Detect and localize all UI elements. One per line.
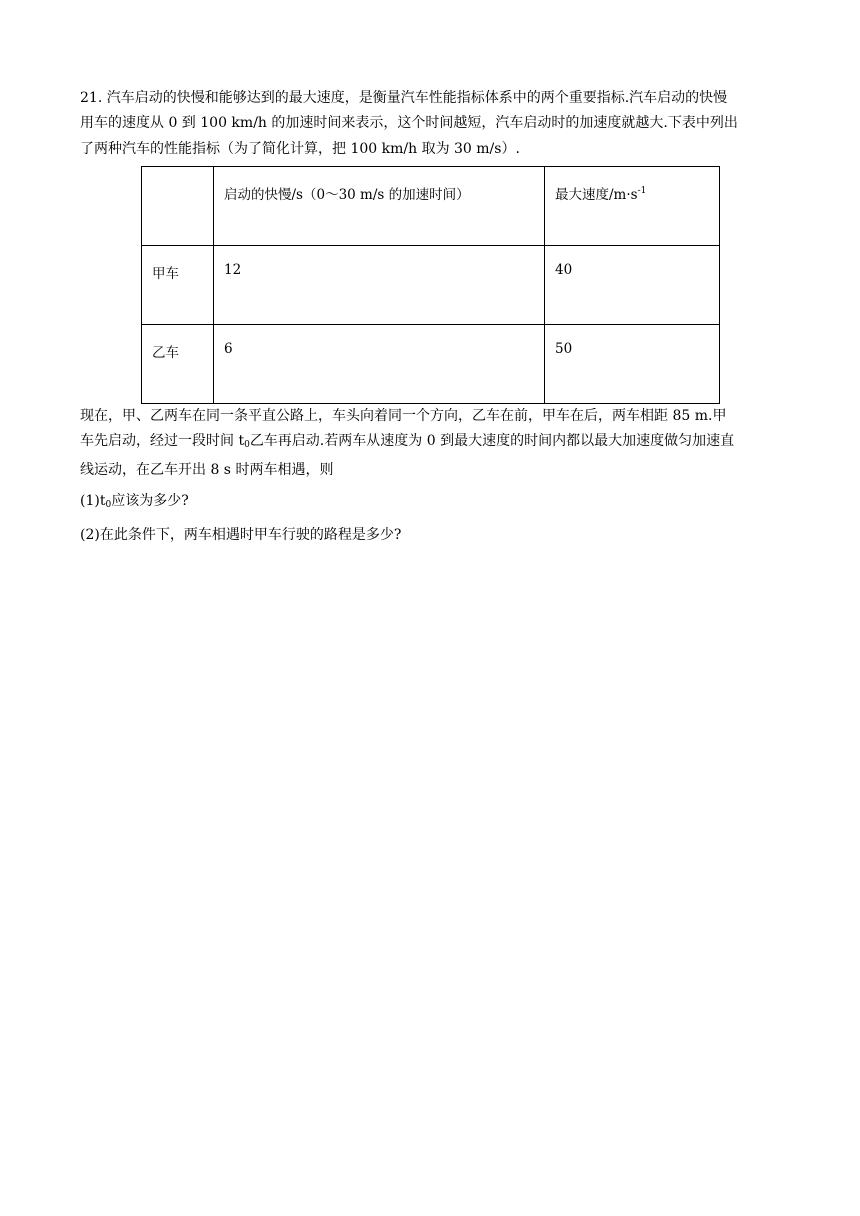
setup-line-2b: 乙车再启动.若两车从速度为 0 到最大速度的时间内都以最大加速度做匀加速直 xyxy=(249,433,735,450)
max-speed-cell: 50 xyxy=(545,324,720,403)
question-1 xyxy=(80,489,780,518)
car-name-cell: 乙车 xyxy=(142,324,214,403)
problem-setup xyxy=(80,404,780,484)
header-cell-accel-time: 启动的快慢/s（0～30 m/s 的加速时间） xyxy=(214,166,545,245)
question-2-text: (2)在此条件下，两车相遇时甲车行驶的路程是多少? xyxy=(80,526,402,543)
t0-subscript: 0 xyxy=(244,440,250,451)
table-header-row xyxy=(142,166,720,245)
problem-intro xyxy=(80,86,780,162)
performance-table xyxy=(141,166,720,404)
header-cell-max-speed xyxy=(545,166,720,245)
accel-time-cell: 6 xyxy=(214,324,545,403)
intro-line-1: 21. 汽车启动的快慢和能够达到的最大速度，是衡量汽车性能指标体系中的两个重要指标.汽车启动的快慢 xyxy=(80,90,728,106)
setup-line-1: 现在，甲、乙两车在同一条平直公路上，车头向着同一个方向，乙车在前，甲车在后，两车相距 85 m.甲 xyxy=(80,407,727,424)
problem-21 xyxy=(80,86,780,548)
table-row xyxy=(142,324,720,403)
intro-line-3: 了两种汽车的性能指标（为了简化计算，把 100 km/h 取为 30 m/s）. xyxy=(80,140,520,157)
accel-time-cell: 12 xyxy=(214,245,545,324)
question-1-prefix: (1)t xyxy=(80,492,106,509)
question-1-text: 应该为多少? xyxy=(111,492,189,509)
max-speed-label: 最大速度/m·s xyxy=(555,186,638,203)
intro-line-2: 用车的速度从 0 到 100 km/h 的加速时间来表示，这个时间越短，汽车启动时的加速度就越大.下表中列出 xyxy=(80,115,738,132)
table-row xyxy=(142,245,720,324)
max-speed-cell: 40 xyxy=(545,245,720,324)
header-cell-empty xyxy=(142,166,214,245)
question-1-subscript: 0 xyxy=(105,499,112,510)
setup-line-2 xyxy=(80,429,780,458)
car-name-cell: 甲车 xyxy=(142,245,214,324)
max-speed-exponent: -1 xyxy=(637,185,647,196)
setup-line-2a: 车先启动，经过一段时间 t xyxy=(80,433,245,450)
setup-line-3: 线运动，在乙车开出 8 s 时两车相遇，则 xyxy=(80,462,334,479)
question-2 xyxy=(80,523,780,548)
